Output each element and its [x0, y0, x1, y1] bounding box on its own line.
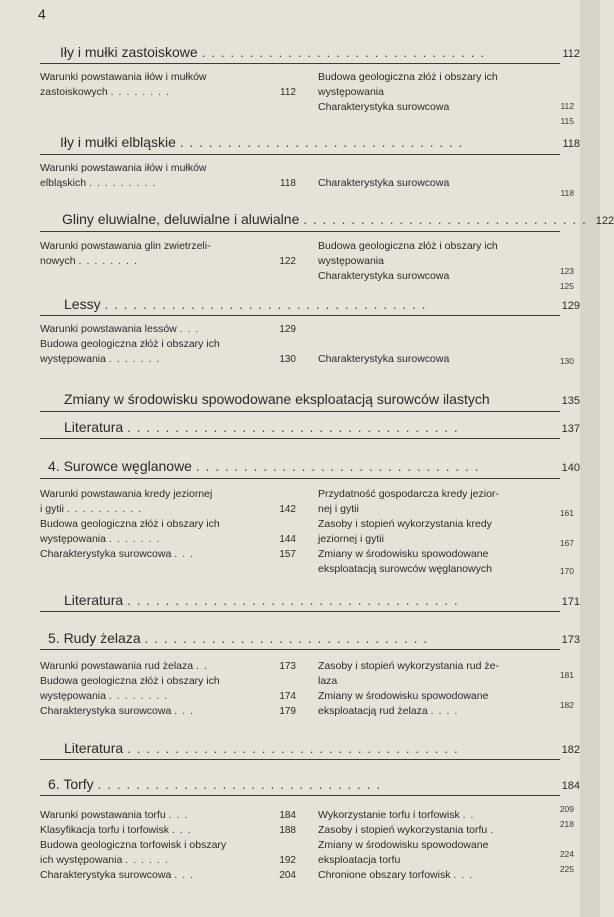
toc-section [40, 205, 614, 291]
toc-section [40, 290, 580, 375]
toc-entry[interactable]: Budowa geologiczna złóż i obszary ich [318, 240, 498, 252]
section-heading[interactable]: Gliny eluwialne, deluwialne i aluwialne .............................. 122 [62, 211, 614, 227]
toc-section [40, 452, 580, 582]
heading-rule [40, 63, 560, 64]
toc-entry[interactable]: laza 181 [318, 670, 574, 687]
toc-entry[interactable]: występowania ........ 174 [40, 690, 296, 702]
section-heading[interactable]: Lessy .................................. 129 [64, 296, 580, 312]
heading-rule [40, 649, 560, 650]
toc-section [40, 128, 580, 198]
toc-section [40, 734, 580, 764]
toc-entry[interactable]: Zmiany w środowisku spowodowane [318, 690, 489, 702]
toc-section [40, 586, 580, 616]
heading-rule [40, 759, 560, 760]
section-heading[interactable]: 4. Surowce węglanowe .............................. 140 [48, 458, 580, 474]
toc-section [40, 413, 580, 443]
section-heading[interactable]: 6. Torfy .............................. 184 [48, 776, 580, 792]
toc-entry[interactable]: eksploatacją rud żelaza .... 182 [318, 700, 574, 717]
toc-entry[interactable]: występowania 112 [318, 86, 574, 111]
toc-entry[interactable]: Warunki powstawania glin zwietrzeli- [40, 240, 211, 252]
toc-entry[interactable]: Warunki powstawania iłów i mułków [40, 162, 207, 174]
toc-entry[interactable]: zastoiskowych ........ 112 [40, 86, 296, 98]
toc-entry[interactable]: Budowa geologiczna złóż i obszary ich [318, 71, 498, 83]
toc-entry[interactable]: Zmiany w środowisku spowodowane [318, 839, 489, 851]
toc-entry[interactable]: ich występowania ...... 192 [40, 854, 296, 866]
toc-entry[interactable]: Wykorzystanie torfu i torfowisk .. 209 [318, 804, 574, 821]
heading-rule [40, 315, 560, 316]
toc-entry[interactable]: Klasyfikacja torfu i torfowisk ... 188 [40, 824, 296, 836]
toc-entry[interactable]: Charakterystyka surowcowa ... 204 [40, 869, 296, 881]
toc-entry[interactable]: Warunki powstawania lessów ... 129 [40, 323, 296, 335]
toc-section [40, 38, 580, 128]
toc-entry[interactable]: Zasoby i stopień wykorzystania torfu . 218 [318, 819, 574, 836]
toc-entry[interactable]: Przydatność gospodarcza kredy jezior- [318, 488, 499, 500]
toc-entry[interactable]: Zasoby i stopień wykorzystania rud że- [318, 660, 499, 672]
section-heading[interactable]: Literatura ................................... 171 [64, 592, 580, 608]
heading-rule [40, 478, 560, 479]
toc-entry[interactable]: Budowa geologiczna złóż i obszary ich [40, 338, 220, 350]
heading-rule [40, 231, 560, 232]
toc-entry[interactable]: Warunki powstawania rud żelaza .. 173 [40, 660, 296, 672]
section-heading[interactable]: Iły i mułki elbląskie .............................. 118 [60, 134, 580, 150]
toc-entry[interactable]: Chronione obszary torfowisk ... 225 [318, 864, 574, 881]
toc-entry[interactable]: Warunki powstawania kredy jeziornej [40, 488, 213, 500]
toc-entry[interactable]: Charakterystyka surowcowa ... 179 [40, 705, 296, 717]
heading-rule [40, 411, 560, 412]
toc-section [40, 770, 580, 910]
toc-entry[interactable]: Charakterystyka surowcowa 115 [318, 101, 574, 126]
toc-entry[interactable]: Charakterystyka surowcowa 130 [318, 353, 574, 366]
heading-rule [40, 154, 560, 155]
toc-entry[interactable]: Zasoby i stopień wykorzystania kredy [318, 518, 492, 530]
toc-entry[interactable]: nowych ........ 122 [40, 255, 296, 267]
toc-section [40, 624, 580, 734]
toc-entry[interactable]: Budowa geologiczna złóż i obszary ich [40, 675, 220, 687]
toc-entry[interactable]: i gytii .......... 142 [40, 503, 296, 515]
section-heading[interactable]: Zmiany w środowisku spowodowane eksploatacją surowców ilastych 135 [64, 391, 580, 407]
heading-rule [40, 438, 560, 439]
toc-entry[interactable]: eksploatacją surowców węglanowych 170 [318, 563, 574, 576]
section-heading[interactable]: Iły i mułki zastoiskowe .............................. 112 [60, 44, 580, 60]
toc-entry[interactable]: występowania ....... 130 [40, 353, 296, 365]
heading-rule [40, 795, 560, 796]
toc-entry[interactable]: nej i gytii 161 [318, 503, 574, 518]
toc-entry[interactable]: Zmiany w środowisku spowodowane [318, 548, 489, 560]
toc-entry[interactable]: Budowa geologiczna torfowisk i obszary [40, 839, 227, 851]
page-edge [580, 0, 600, 917]
toc-entry[interactable]: elbląskich ......... 118 [40, 177, 296, 189]
toc-section [40, 385, 580, 415]
toc-entry[interactable]: Warunki powstawania torfu ... 184 [40, 809, 296, 821]
heading-rule [40, 611, 560, 612]
section-heading[interactable]: 5. Rudy żelaza .............................. 173 [48, 630, 580, 646]
toc-entry[interactable]: jeziornej i gytii 167 [318, 533, 574, 548]
toc-entry[interactable]: występowania 123 [318, 255, 574, 276]
toc-entry[interactable]: występowania ....... 144 [40, 533, 296, 545]
toc-entry[interactable]: Charakterystyka surowcowa 125 [318, 270, 574, 291]
section-heading[interactable]: Literatura ................................... 182 [64, 740, 580, 756]
page-number: 4 [38, 6, 46, 22]
toc-entry[interactable]: Warunki powstawania iłów i mułków [40, 71, 207, 83]
toc-entry[interactable]: Budowa geologiczna złóż i obszary ich [40, 518, 220, 530]
toc-entry[interactable]: Charakterystyka surowcowa ... 157 [40, 548, 296, 560]
toc-entry[interactable]: eksploatacja torfu 224 [318, 849, 574, 866]
toc-entry[interactable]: Charakterystyka surowcowa 118 [318, 177, 574, 198]
section-heading[interactable]: Literatura ................................... 137 [64, 419, 580, 435]
